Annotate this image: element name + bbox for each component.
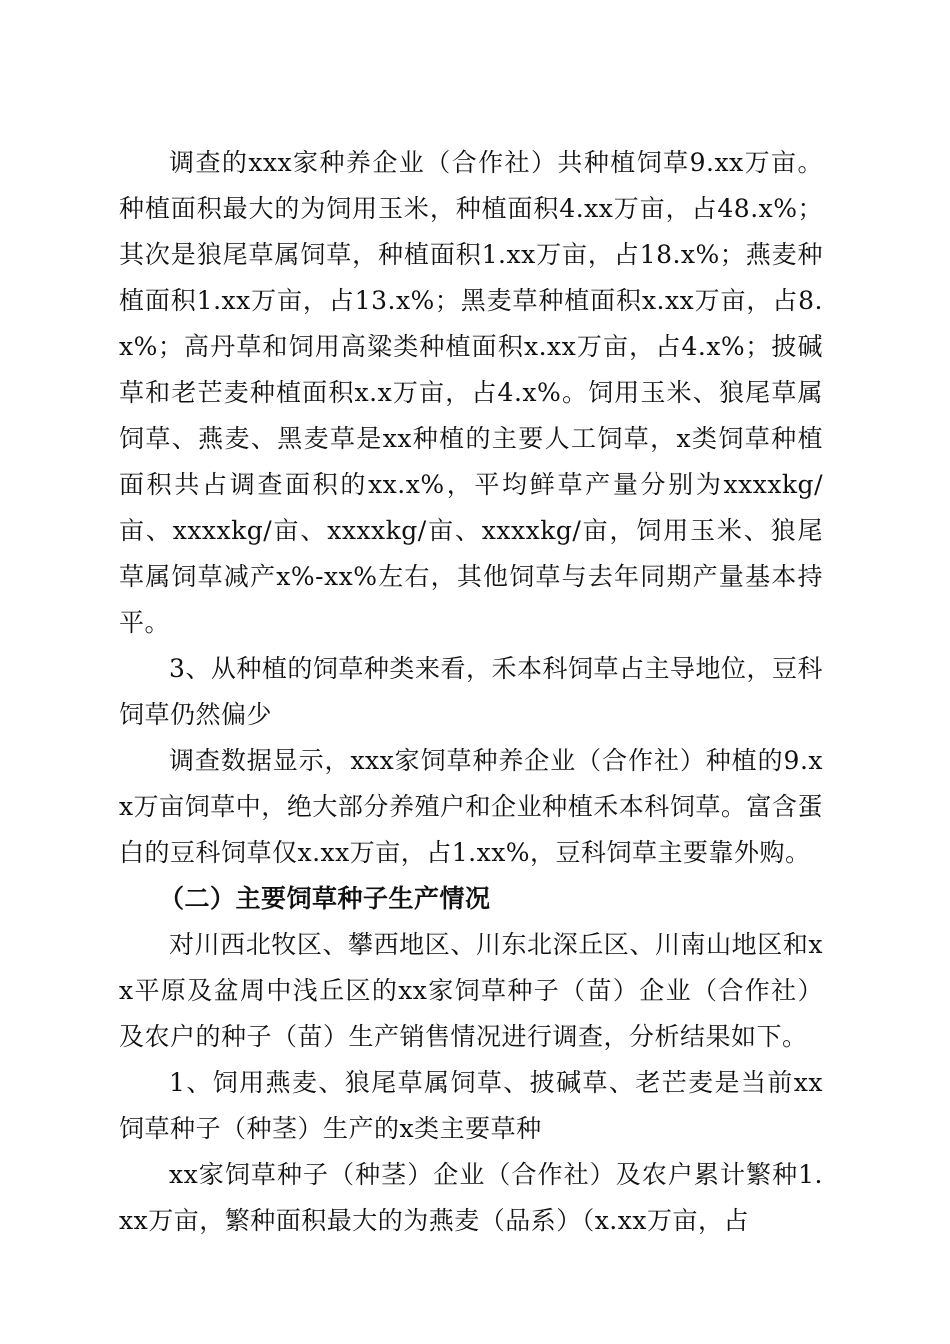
paragraph-planting-summary: 调查的xxx家种养企业（合作社）共种植饲草9.xx万亩。种植面积最大的为饲用玉米，种植面积4.xx万亩，占48.x%；其次是狼尾草属饲草，种植面积1.xx万亩，占18.x%；燕麦种植面积1.xx万亩，占13.x%；黑麦草种植面积x.xx万亩，占8.x%；高丹草和饲用高粱类种植面积x.xx万亩，占4.x%；披碱草和老芒麦种植面积x.x万亩，占4.x%。饲用玉米、狼尾草属饲草、燕麦、黑麦草是xx种植的主要人工饲草，x类饲草种植面积共占调查面积的xx.x%，平均鲜草产量分别为xxxxkg/亩、xxxxkg/亩、xxxxkg/亩、xxxxkg/亩，饲用玉米、狼尾草属饲草减产x%-xx%左右，其他饲草与去年同期产量基本持平。 [119,148,823,637]
paragraph-main-species-heading: 1、饲用燕麦、狼尾草属饲草、披碱草、老芒麦是当前xx饲草种子（种茎）生产的x类主要草种 [119,1068,823,1143]
document-body [119,140,823,1244]
section-heading-seed-production: （二）主要饲草种子生产情况 [159,884,491,913]
paragraph-seed-breeding: xx家饲草种子（种茎）企业（合作社）及农户累计繁种1.xx万亩，繁种面积最大的为燕麦（品系）（x.xx万亩，占 [119,1160,823,1235]
paragraph-forage-types-heading: 3、从种植的饲草种类来看，禾本科饲草占主导地位，豆科饲草仍然偏少 [119,654,823,729]
paragraph-survey-data: 调查数据显示，xxx家饲草种养企业（合作社）种植的9.xx万亩饲草中，绝大部分养殖户和企业种植禾本科饲草。富含蛋白的豆科饲草仅x.xx万亩，占1.xx%，豆科饲草主要靠外购。 [119,746,823,867]
paragraph-seed-survey-intro: 对川西北牧区、攀西地区、川东北深丘区、川南山地区和xx平原及盆周中浅丘区的xx家饲草种子（苗）企业（合作社）及农户的种子（苗）生产销售情况进行调查，分析结果如下。 [119,930,823,1051]
